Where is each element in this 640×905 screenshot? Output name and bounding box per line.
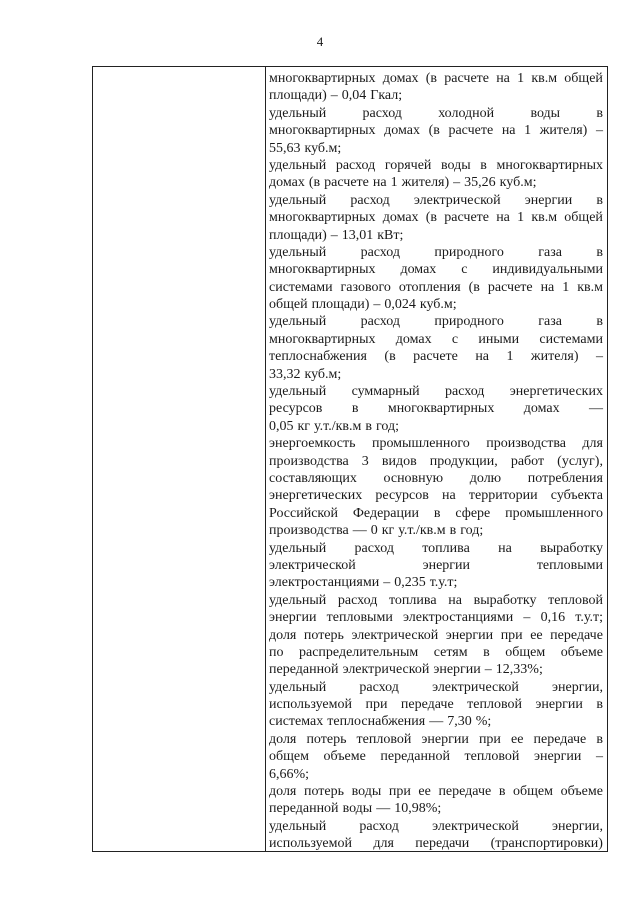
page-number: 4	[316, 34, 324, 49]
word: 1	[517, 210, 525, 226]
word: электростанциями	[403, 610, 514, 626]
word: –	[595, 349, 603, 365]
word: для	[373, 836, 394, 852]
word: —	[352, 523, 367, 539]
word: расход	[359, 818, 399, 834]
word: в	[351, 401, 359, 417]
word: жителя)	[539, 123, 588, 139]
word: ее	[418, 784, 431, 800]
word: удельный	[269, 592, 327, 608]
text-line	[269, 818, 603, 835]
word: 55,63	[269, 140, 301, 156]
word: жителя)	[401, 175, 450, 191]
word: куб.м;	[419, 297, 457, 313]
word: Российской	[269, 505, 338, 521]
word: системами	[539, 331, 603, 347]
word: сетям	[433, 644, 468, 660]
word: в	[596, 105, 603, 121]
word: общей	[564, 71, 603, 86]
word: электрической	[269, 557, 356, 573]
word: удельный	[269, 540, 327, 556]
word: на	[540, 279, 555, 295]
text-line	[269, 383, 603, 400]
word: передаче	[438, 784, 492, 800]
word: т.у.т;	[575, 610, 603, 626]
word: системами	[269, 279, 333, 295]
word: основную	[383, 470, 444, 486]
word: продукции,	[429, 453, 498, 469]
text-line	[269, 453, 603, 470]
word: удельный	[269, 105, 327, 121]
word: домах	[384, 123, 420, 139]
text-line	[269, 766, 603, 783]
word: –	[330, 88, 338, 104]
document-table	[92, 66, 608, 852]
word: общей	[564, 210, 603, 226]
word: видов	[381, 453, 417, 469]
word: —	[429, 714, 444, 730]
word: –	[523, 610, 531, 626]
text-line	[269, 296, 603, 313]
word: природного	[434, 314, 504, 330]
word: многоквартирных	[387, 401, 495, 417]
word: 0,024	[384, 297, 416, 313]
word: на	[475, 349, 490, 365]
word: –	[484, 662, 492, 678]
word: —	[376, 801, 391, 817]
text-line	[269, 227, 603, 244]
word: расход	[360, 314, 400, 330]
word: ресурсов	[269, 401, 323, 417]
word: домах	[523, 401, 560, 417]
word: производства	[269, 453, 349, 469]
word: Федерации	[352, 505, 419, 521]
word: электрической	[432, 818, 519, 834]
word: передаче	[400, 697, 454, 713]
word: площади)	[311, 297, 370, 313]
word: расчете	[413, 349, 458, 365]
word: расход	[359, 679, 399, 695]
word: расчете	[324, 175, 369, 191]
text-line	[269, 627, 603, 644]
word: жителя)	[530, 349, 579, 365]
text-line	[269, 174, 603, 191]
word: газа	[538, 244, 562, 260]
word: теплоснабжения	[327, 714, 426, 730]
word: холодной	[438, 105, 495, 121]
word: удельный	[269, 818, 327, 834]
text-line	[269, 592, 603, 609]
word: удельный	[269, 244, 327, 260]
word: –	[595, 123, 603, 139]
word: на	[496, 71, 510, 86]
word: ресурсов	[375, 488, 429, 504]
text-line	[269, 348, 603, 365]
word: в	[596, 697, 603, 713]
text-line	[269, 540, 603, 557]
word: используемой	[269, 697, 353, 713]
word: —	[588, 401, 603, 417]
word: суммарный	[351, 384, 420, 400]
word: отопления	[398, 279, 461, 295]
word: составляющих	[269, 470, 357, 486]
word: многоквартирных	[269, 123, 376, 139]
text-line	[269, 644, 603, 661]
text-line	[269, 313, 603, 330]
word: выработку	[473, 592, 537, 608]
word: 1	[506, 349, 514, 365]
word: используемой	[269, 836, 353, 852]
word: субъекта	[550, 488, 603, 504]
text-line	[269, 105, 603, 122]
word: объеме	[323, 749, 366, 765]
word: выработку	[540, 540, 603, 556]
word: 1	[562, 279, 570, 295]
word: тепловой	[548, 592, 603, 608]
column-divider	[265, 67, 266, 851]
word: в	[596, 192, 603, 208]
text-line	[269, 418, 603, 435]
text-line	[269, 470, 603, 487]
word: 35,26	[464, 175, 496, 191]
word: в	[596, 244, 603, 260]
word: 1	[524, 123, 532, 139]
word: передаче	[550, 627, 603, 643]
text-line	[269, 661, 603, 678]
word: 6,66%;	[269, 766, 310, 782]
word: горячей	[384, 157, 432, 173]
word: Гкал;	[370, 88, 403, 104]
word: на	[496, 210, 510, 226]
word: куб.м;	[304, 140, 342, 156]
word: производства	[486, 436, 566, 452]
word: распределительным	[299, 644, 419, 660]
word: год;	[376, 418, 400, 434]
word: многоквартирных	[269, 71, 376, 86]
word: при	[388, 784, 411, 800]
text-line	[269, 696, 603, 713]
word: кв.м	[577, 279, 603, 295]
word: домах	[395, 331, 432, 347]
word: домах	[400, 262, 437, 278]
text-line	[269, 140, 603, 157]
word: энергии	[533, 749, 582, 765]
word: в	[596, 731, 603, 747]
word: на	[498, 540, 512, 556]
text-line	[269, 522, 603, 539]
word: электрической	[432, 679, 519, 695]
word: энергии	[433, 662, 481, 678]
text-line	[269, 748, 603, 765]
word: расход	[444, 384, 485, 400]
word: тепловыми	[326, 610, 393, 626]
word: расход	[362, 105, 402, 121]
word: тепловой	[464, 749, 520, 765]
word: воды	[351, 784, 382, 800]
word: переданной	[380, 749, 450, 765]
word: энергии	[269, 610, 317, 626]
text-line	[269, 279, 603, 296]
word: с	[451, 331, 459, 347]
word: куб.м;	[499, 175, 537, 191]
word: в	[365, 418, 372, 434]
word: производства	[269, 523, 349, 539]
word: (в	[468, 279, 480, 295]
word: при	[478, 731, 501, 747]
word: сфере	[455, 505, 491, 521]
word: 33,32	[269, 366, 301, 382]
text-line	[269, 574, 603, 591]
word: общем	[269, 749, 309, 765]
word: 12,33%;	[495, 662, 543, 678]
word: кг	[381, 523, 395, 539]
word: площади)	[269, 227, 327, 243]
word: общем	[513, 784, 554, 800]
word: в	[498, 784, 506, 800]
word: воды	[441, 157, 471, 173]
word: %;	[475, 714, 492, 730]
word: тепловой	[467, 697, 522, 713]
text-line	[269, 192, 603, 209]
word: –	[383, 575, 391, 591]
word: работ	[510, 453, 545, 469]
word: природного	[434, 244, 504, 260]
text-line	[269, 400, 603, 417]
text-line	[269, 157, 603, 174]
word: удельный	[269, 157, 327, 173]
text-line	[269, 800, 603, 817]
word: энергии	[535, 697, 583, 713]
word: удельный	[269, 384, 327, 400]
text-line	[269, 244, 603, 261]
word: в	[449, 523, 457, 539]
word: системах	[269, 714, 324, 730]
text-line	[269, 679, 603, 696]
word: расход	[335, 157, 376, 173]
word: (в	[308, 175, 321, 191]
word: расчете	[444, 210, 489, 226]
word: воды	[342, 801, 373, 817]
word: –	[595, 749, 603, 765]
word: электростанциями	[269, 575, 380, 591]
word: газа	[538, 314, 562, 330]
word: (услуг),	[557, 453, 603, 469]
word: удельный	[269, 679, 327, 695]
text-line	[269, 609, 603, 626]
word: кВт;	[377, 227, 404, 243]
word: переданной	[269, 801, 339, 817]
word: –	[453, 175, 461, 191]
word: при	[365, 697, 388, 713]
text-line	[269, 87, 603, 104]
word: 0,235	[394, 575, 426, 591]
word: (в	[425, 210, 438, 226]
word: многоквартирных	[269, 331, 376, 347]
text-line	[269, 209, 603, 226]
word: передачи	[415, 836, 470, 852]
word: энергии	[524, 192, 573, 208]
word: электрической	[351, 627, 439, 643]
word: расчете	[487, 279, 533, 295]
word: расход	[354, 540, 394, 556]
word: на	[448, 592, 462, 608]
word: домах	[382, 210, 419, 226]
word: домах	[269, 175, 305, 191]
text-line	[269, 505, 603, 522]
word: энергоемкость	[269, 436, 356, 452]
word: при	[500, 627, 523, 643]
word: доля	[269, 627, 297, 643]
text-line	[269, 261, 603, 278]
word: тепловой	[356, 731, 412, 747]
word: (в	[425, 71, 438, 86]
word: (в	[428, 123, 440, 139]
word: индивидуальными	[492, 262, 603, 278]
word: 10,98%;	[394, 801, 442, 817]
word: расход	[337, 592, 378, 608]
word: год;	[460, 523, 484, 539]
word: куб.м;	[304, 366, 342, 382]
word: воды	[530, 105, 561, 121]
word: домах	[382, 71, 419, 86]
word: для	[582, 436, 603, 452]
word: потерь	[303, 784, 344, 800]
word: 0,04	[341, 88, 367, 104]
word: 13,01	[341, 227, 374, 243]
text-line	[269, 70, 603, 87]
text-line	[269, 366, 603, 383]
word: расход	[350, 192, 390, 208]
word: т.у.т;	[429, 575, 458, 591]
word: удельный	[269, 192, 327, 208]
word: энергетических	[509, 384, 603, 400]
word: кв.м	[531, 71, 558, 86]
word: доля	[269, 784, 297, 800]
word: ее	[510, 731, 524, 747]
word: газового	[340, 279, 391, 295]
word: электрической	[342, 662, 430, 678]
word: расчете	[444, 71, 489, 86]
text-line	[269, 435, 603, 452]
word: площади)	[269, 88, 327, 104]
word: по	[269, 644, 284, 660]
word: потерь	[303, 627, 344, 643]
text-line	[269, 731, 603, 748]
word: удельный	[269, 314, 327, 330]
text-line	[269, 487, 603, 504]
word: промышленного	[505, 505, 603, 521]
word: потерь	[306, 731, 347, 747]
word: у.т./кв.м	[398, 523, 446, 539]
word: –	[330, 227, 338, 243]
word: объеме	[560, 784, 603, 800]
word: в	[483, 644, 490, 660]
text-line	[269, 122, 603, 139]
word: 3	[361, 453, 369, 469]
word: многоквартирных	[496, 157, 603, 173]
word: территории	[468, 488, 538, 504]
text-line	[269, 783, 603, 800]
word: топлива	[389, 592, 437, 608]
word: кг	[297, 418, 311, 434]
text-line	[269, 331, 603, 348]
word: энергии,	[552, 818, 603, 834]
word: кв.м	[531, 210, 558, 226]
word: объеме	[560, 644, 603, 660]
word: на	[441, 488, 456, 504]
word: многоквартирных	[269, 210, 376, 226]
word: топлива	[422, 540, 470, 556]
word: (в	[384, 349, 396, 365]
word: 0,16	[540, 610, 566, 626]
word: 7,30	[447, 714, 472, 730]
word: 1	[517, 71, 525, 86]
word: иными	[478, 331, 520, 347]
word: 0	[370, 523, 378, 539]
word: передаче	[533, 731, 587, 747]
text-line	[269, 713, 603, 730]
word: с	[461, 262, 468, 278]
word: энергии	[445, 627, 494, 643]
word: долю	[469, 470, 502, 486]
word: (транспортировки)	[490, 836, 603, 852]
word: –	[373, 297, 381, 313]
word: доля	[269, 731, 297, 747]
text-line	[269, 557, 603, 574]
text-line	[269, 835, 603, 852]
word: переданной	[269, 662, 339, 678]
word: тепловыми	[536, 557, 603, 573]
word: 1	[390, 175, 398, 191]
word: общей	[269, 297, 308, 313]
word: промышленного	[371, 436, 470, 452]
word: в	[480, 157, 487, 173]
word: на	[501, 123, 516, 139]
word: теплоснабжения	[269, 349, 367, 365]
indicators-cell	[269, 70, 603, 853]
word: общем	[505, 644, 546, 660]
word: потребления	[527, 470, 603, 486]
word: в	[596, 314, 603, 330]
word: энергии	[421, 731, 469, 747]
word: в	[433, 505, 441, 521]
word: электрической	[413, 192, 501, 208]
word: расход	[360, 244, 400, 260]
word: энергетических	[269, 488, 363, 504]
word: энергии	[422, 557, 471, 573]
word: на	[372, 175, 387, 191]
word: у.т./кв.м	[314, 418, 362, 434]
word: ее	[530, 627, 543, 643]
word: 0,05	[269, 418, 294, 434]
word: многоквартирных	[269, 262, 376, 278]
word: энергии,	[552, 679, 603, 695]
word: расчете	[448, 123, 494, 139]
